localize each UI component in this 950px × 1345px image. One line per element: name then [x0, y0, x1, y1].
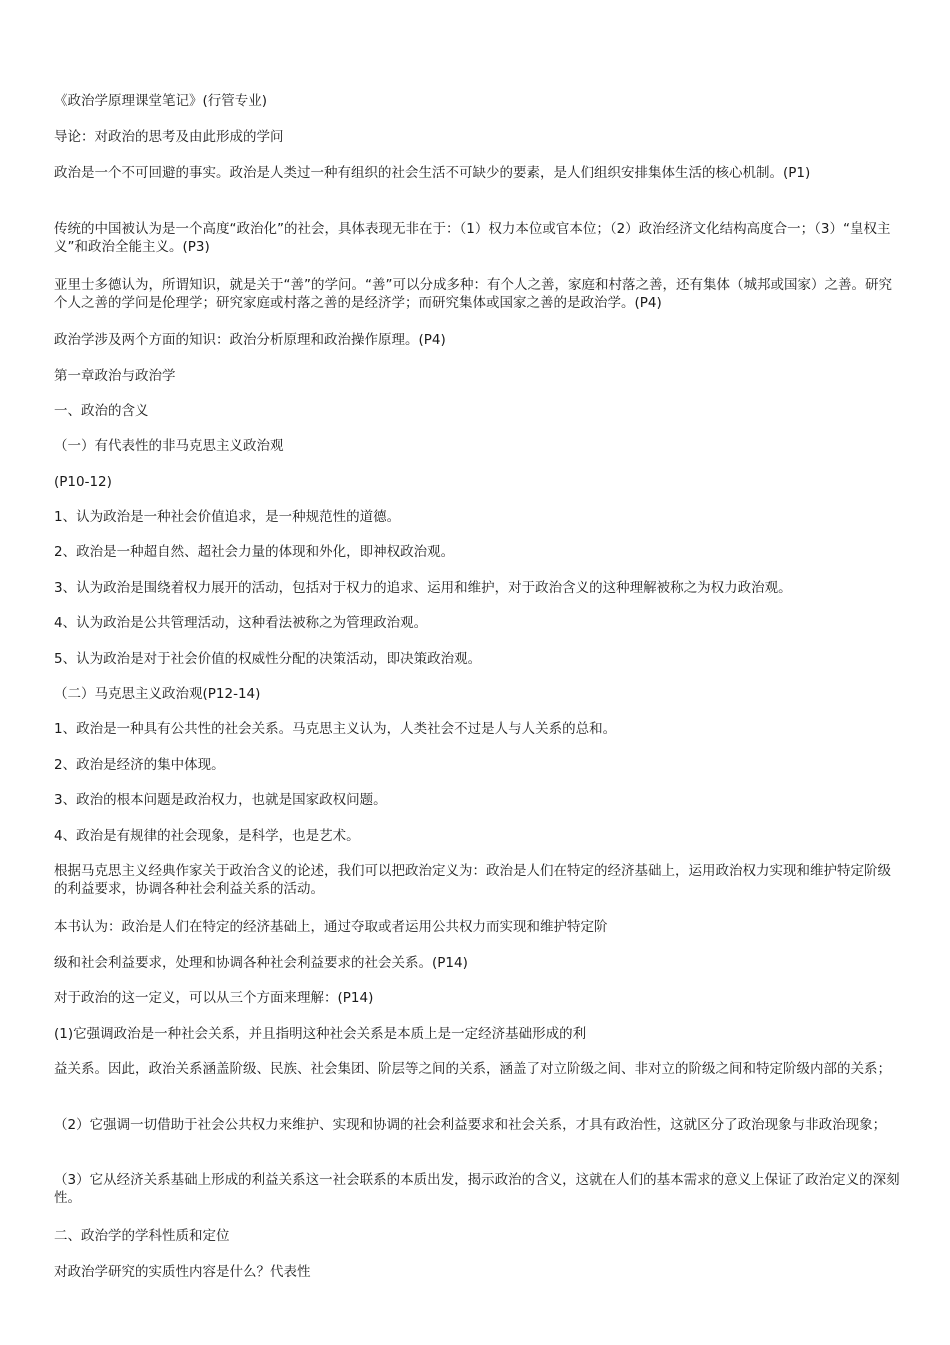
- paragraph: 根据马克思主义经典作家关于政治含义的论述，我们可以把政治定义为：政治是人们在特定的经济基础上，运用政治权力实现和维护特定阶级的利益要求，协调各种社会利益关系的活动。: [54, 863, 891, 897]
- chapter-heading: 第一章政治与政治学: [54, 368, 176, 384]
- paragraph: 对政治学研究的实质性内容是什么？代表性: [54, 1264, 311, 1280]
- list-item: 1、认为政治是一种社会价值追求，是一种规范性的道德。: [54, 509, 401, 525]
- paragraph: 亚里士多德认为，所谓知识，就是关于“善”的学问。“善”可以分成多种：有个人之善，家庭和村落之善，还有集体（城邦或国家）之善。研究个人之善的学问是伦理学；研究家庭或村落之善的是经济学；而研究集体或国家之善的是政治学。(P4): [54, 277, 892, 311]
- paragraph: 传统的中国被认为是一个高度“政治化”的社会，具体表现无非在于：（1）权力本位或官本位；（2）政治经济文化结构高度合一；（3）“皇权主义”和政治全能主义。(P3): [54, 221, 891, 255]
- list-item: 4、政治是有规律的社会现象，是科学，也是艺术。: [54, 828, 360, 844]
- list-item: 1、政治是一种具有公共性的社会关系。马克思主义认为，人类社会不过是人与人关系的总和。: [54, 721, 617, 737]
- list-item: 2、政治是经济的集中体现。: [54, 757, 225, 773]
- paragraph: 对于政治的这一定义，可以从三个方面来理解：(P14): [54, 990, 374, 1006]
- paragraph: 政治是一个不可回避的事实。政治是人类过一种有组织的社会生活不可缺少的要素，是人们组织安排集体生活的核心机制。(P1): [54, 165, 811, 181]
- list-item: 5、认为政治是对于社会价值的权威性分配的决策活动，即决策政治观。: [54, 651, 482, 667]
- list-item: (1)它强调政治是一种社会关系，并且指明这种社会关系是本质上是一定经济基础形成的利: [54, 1026, 587, 1042]
- list-item: 4、认为政治是公共管理活动，这种看法被称之为管理政治观。: [54, 615, 428, 631]
- list-item: 3、认为政治是围绕着权力展开的活动，包括对于权力的追求、运用和维护，对于政治含义的这种理解被称之为权力政治观。: [54, 580, 792, 596]
- list-item: （3）它从经济关系基础上形成的利益关系这一社会联系的本质出发，揭示政治的含义，这就在人们的基本需求的意义上保证了政治定义的深刻性。: [54, 1172, 900, 1206]
- paragraph: 政治学涉及两个方面的知识：政治分析原理和政治操作原理。(P4): [54, 332, 446, 348]
- subsection-heading: （二）马克思主义政治观(P12-14): [54, 686, 261, 702]
- page-reference: (P10-12): [54, 474, 112, 490]
- document-title: 《政治学原理课堂笔记》(行管专业): [54, 93, 268, 109]
- list-item: （2）它强调一切借助于社会公共权力来维护、实现和协调的社会利益要求和社会关系，才具有政治性，这就区分了政治现象与非政治现象；: [54, 1117, 887, 1133]
- section-heading: 一、政治的含义: [54, 403, 149, 419]
- section-heading: 二、政治学的学科性质和定位: [54, 1228, 230, 1244]
- list-item: 3、政治的根本问题是政治权力，也就是国家政权问题。: [54, 792, 387, 808]
- paragraph: 本书认为：政治是人们在特定的经济基础上，通过夺取或者运用公共权力而实现和维护特定阶: [54, 919, 608, 935]
- section-heading: 导论：对政治的思考及由此形成的学问: [54, 129, 284, 145]
- paragraph: 级和社会利益要求，处理和协调各种社会利益要求的社会关系。(P14): [54, 955, 468, 971]
- list-item: 2、政治是一种超自然、超社会力量的体现和外化，即神权政治观。: [54, 544, 455, 560]
- subsection-heading: （一）有代表性的非马克思主义政治观: [54, 438, 284, 454]
- paragraph: 益关系。因此，政治关系涵盖阶级、民族、社会集团、阶层等之间的关系，涵盖了对立阶级之间、非对立的阶级之间和特定阶级内部的关系；: [54, 1061, 891, 1077]
